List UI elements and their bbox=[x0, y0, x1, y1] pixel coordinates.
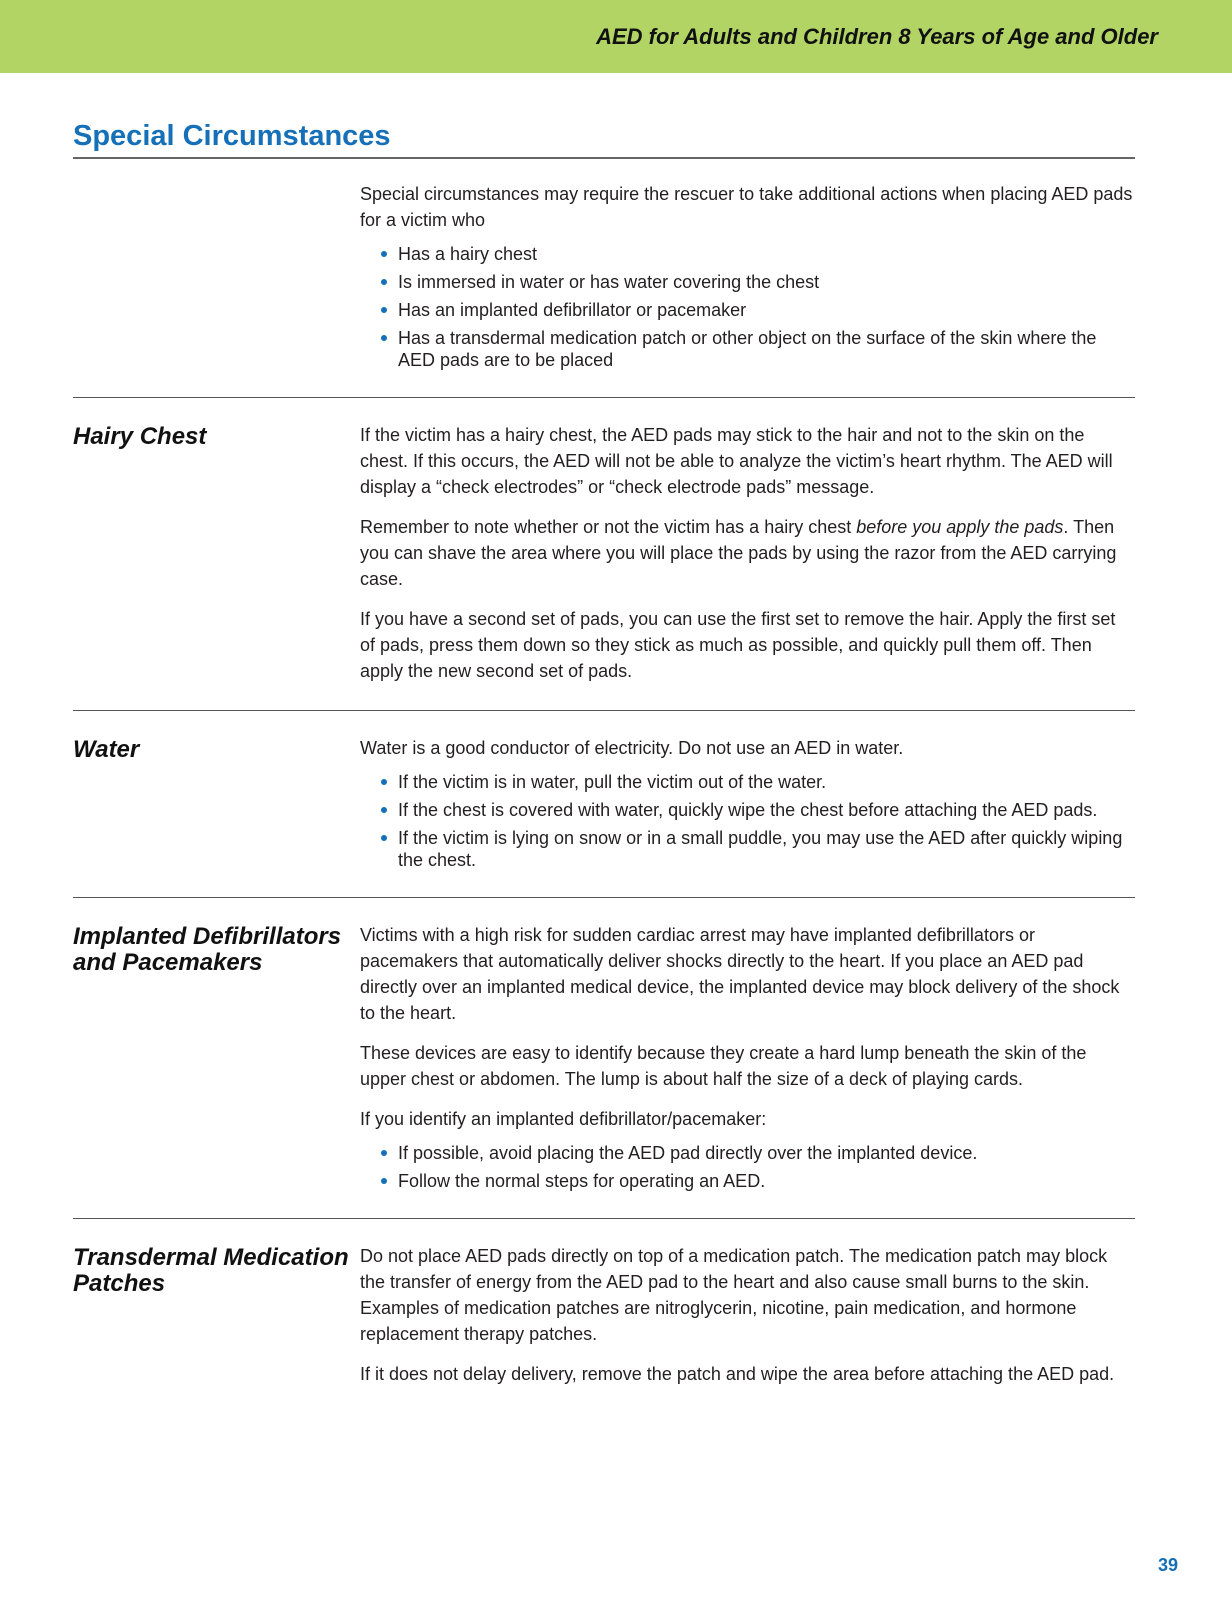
list-item: Has a hairy chest bbox=[360, 243, 1135, 265]
intro-text: Special circumstances may require the rescuer to take additional actions when placing AED pads for a victim who bbox=[360, 184, 1133, 230]
section-heading: Water bbox=[73, 736, 140, 763]
list-item: If the victim is in water, pull the victim out of the water. bbox=[360, 771, 1135, 793]
page-number: 39 bbox=[1157, 1555, 1178, 1575]
water-list bbox=[360, 771, 1135, 871]
water-section bbox=[73, 710, 1135, 897]
implanted-section bbox=[73, 897, 1135, 1218]
intro-section bbox=[73, 157, 1135, 397]
page-title: Special Circumstances bbox=[73, 120, 391, 152]
paragraph: Water is a good conductor of electricity. Do not use an AED in water. bbox=[360, 738, 904, 758]
list-item: Has an implanted defibrillator or pacemaker bbox=[360, 299, 1135, 321]
section-heading: Transdermal Medication Patches bbox=[73, 1244, 349, 1297]
implanted-list bbox=[360, 1142, 1135, 1192]
list-item: Has a transdermal medication patch or other object on the surface of the skin where the AED pads are to be placed bbox=[360, 327, 1135, 371]
hairy-chest-section bbox=[73, 397, 1135, 710]
list-item: If the victim is lying on snow or in a small puddle, you may use the AED after quickly wiping the chest. bbox=[360, 827, 1135, 871]
paragraph: These devices are easy to identify because they create a hard lump beneath the skin of the upper chest or abdomen. The lump is about half the size of a deck of playing cards. bbox=[360, 1043, 1087, 1089]
section-heading: Hairy Chest bbox=[73, 423, 207, 450]
paragraph: Victims with a high risk for sudden cardiac arrest may have implanted defibrillators or pacemakers that automatically deliver shocks directly to the heart. If you place an AED pad directly over an implanted medical device, the implanted device may block delivery of the shock to the heart. bbox=[360, 925, 1120, 1023]
paragraph: If the victim has a hairy chest, the AED pads may stick to the hair and not to the skin on the chest. If this occurs, the AED will not be able to analyze the victim’s heart rhythm. The AED will display a “check electrodes” or “check electrode pads” message. bbox=[360, 425, 1113, 497]
header-band bbox=[0, 0, 1232, 73]
running-title: AED for Adults and Children 8 Years of Age and Older bbox=[596, 24, 1158, 49]
patches-section bbox=[73, 1218, 1135, 1413]
paragraph: If it does not delay delivery, remove the patch and wipe the area before attaching the AED pad. bbox=[360, 1364, 1115, 1384]
list-item: Is immersed in water or has water covering the chest bbox=[360, 271, 1135, 293]
content bbox=[73, 157, 1135, 1413]
paragraph: Remember to note whether or not the victim has a hairy chest before you apply the pads. Then you can shave the area where you will place the pads by using the razor from the AED carrying case. bbox=[360, 517, 1117, 589]
list-item: If the chest is covered with water, quickly wipe the chest before attaching the AED pads. bbox=[360, 799, 1135, 821]
intro-list bbox=[360, 243, 1135, 371]
section-heading: Implanted Defibrillators and Pacemakers bbox=[73, 923, 342, 976]
list-item: Follow the normal steps for operating an AED. bbox=[360, 1170, 1135, 1192]
paragraph: Do not place AED pads directly on top of a medication patch. The medication patch may block the transfer of energy from the AED pad to the heart and also cause small burns to the skin. Examples of medication patches are nitroglycerin, nicotine, pain medication, and hormone replacement therapy patches. bbox=[360, 1246, 1108, 1344]
list-item: If possible, avoid placing the AED pad directly over the implanted device. bbox=[360, 1142, 1135, 1164]
paragraph: If you have a second set of pads, you can use the first set to remove the hair. Apply the first set of pads, press them down so they stick as much as possible, and quickly pull them off. Then apply the new second set of pads. bbox=[360, 609, 1116, 681]
paragraph: If you identify an implanted defibrillator/pacemaker: bbox=[360, 1109, 767, 1129]
